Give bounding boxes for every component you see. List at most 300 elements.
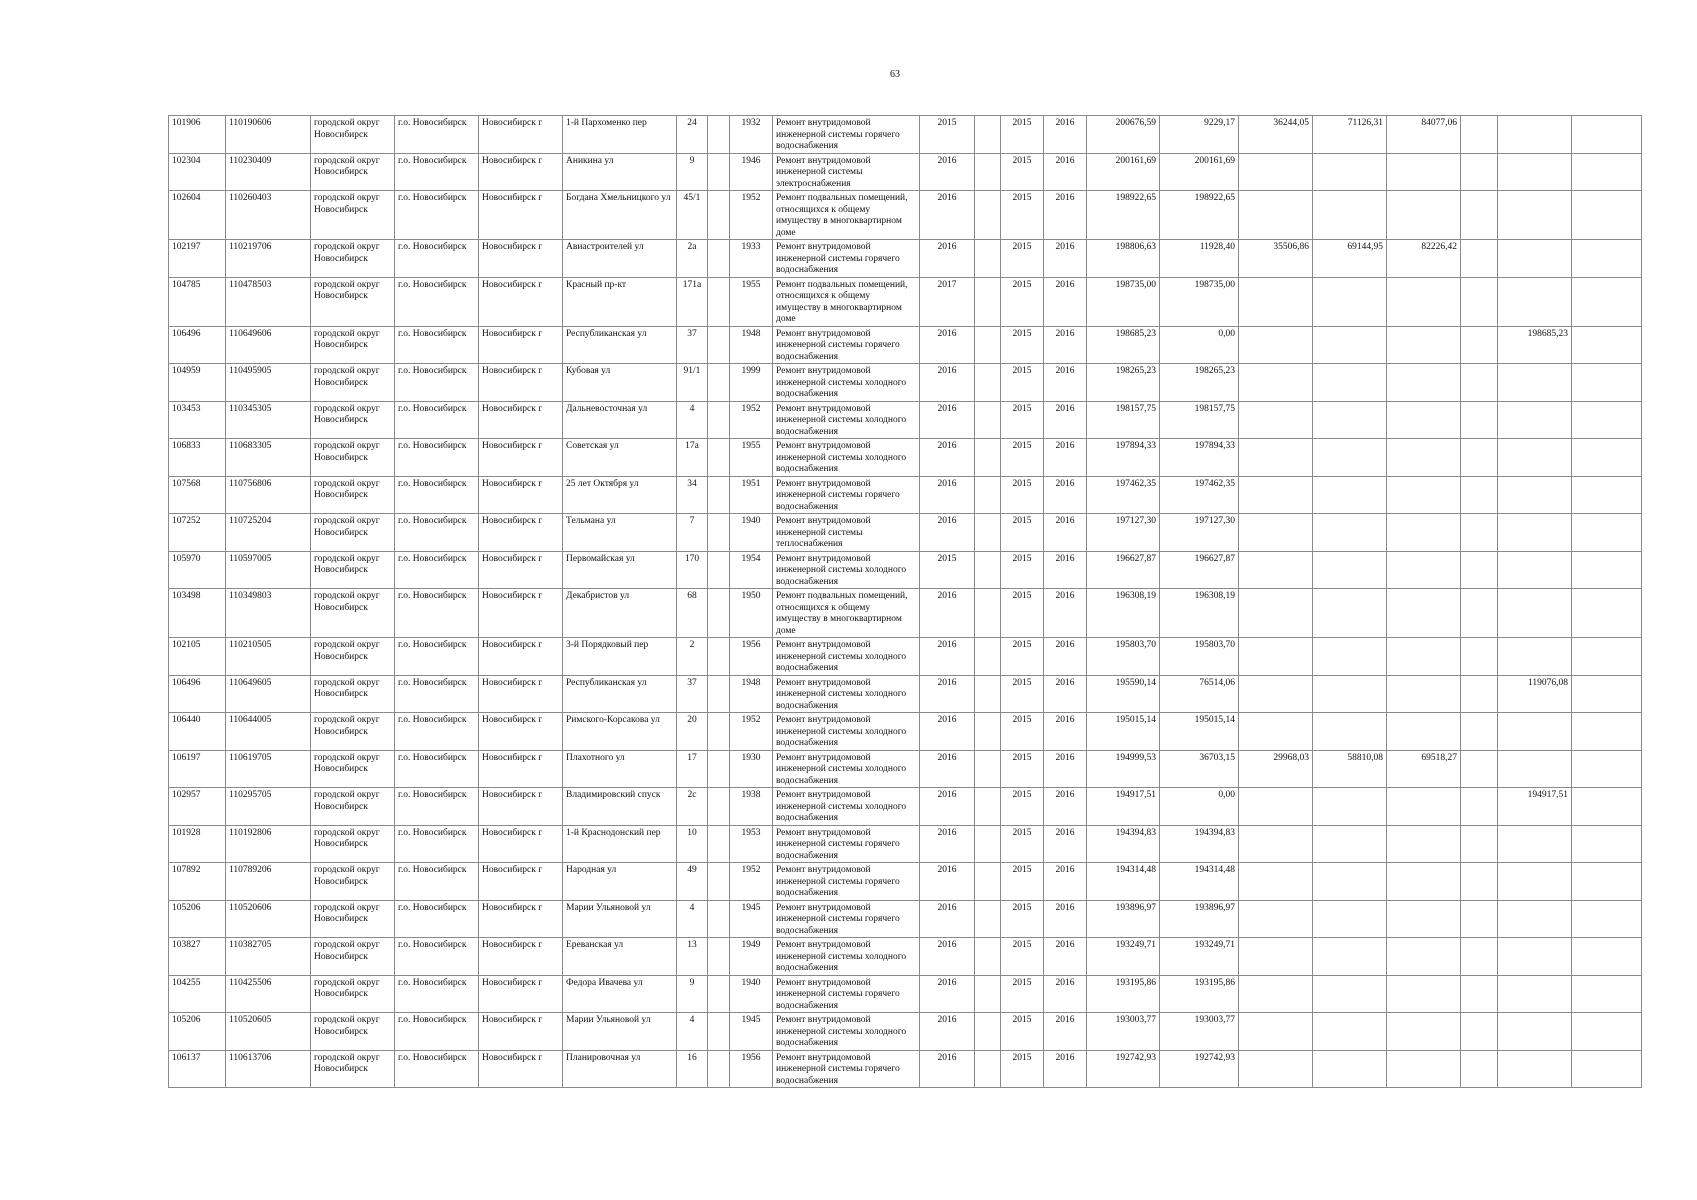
cell-urban-district: г.о. Новосибирск	[395, 713, 479, 751]
cell-empty	[1572, 326, 1642, 364]
cell-house-id: 102957	[169, 788, 226, 826]
cell-city: Новосибирск г	[479, 713, 563, 751]
cell-federal-amount	[1239, 551, 1313, 589]
cell-empty	[708, 900, 730, 938]
cell-total-cost: 198922,65	[1087, 191, 1160, 240]
cell-urban-district: г.о. Новосибирск	[395, 240, 479, 278]
cell-plan-year: 2016	[920, 825, 975, 863]
cell-city: Новосибирск г	[479, 240, 563, 278]
table-row	[169, 551, 1642, 589]
cell-fund-amount: 198922,65	[1160, 191, 1239, 240]
cell-empty	[1572, 364, 1642, 402]
cell-year-from: 2015	[1001, 788, 1044, 826]
cell-house-id: 107892	[169, 863, 226, 901]
cell-city: Новосибирск г	[479, 900, 563, 938]
cell-street: Плахотного ул	[563, 750, 677, 788]
table-row	[169, 788, 1642, 826]
cell-empty	[975, 825, 1001, 863]
cell-street: Планировочная ул	[563, 1050, 677, 1088]
cell-empty	[975, 240, 1001, 278]
cell-regional-amount	[1313, 938, 1387, 976]
cell-year-built: 1952	[730, 863, 773, 901]
cell-work-type: Ремонт внутридомовой инженерной системы горячего водоснабжения	[773, 240, 920, 278]
table-row	[169, 326, 1642, 364]
cell-work-code: 110345305	[226, 401, 311, 439]
cell-year-to: 2016	[1044, 439, 1087, 477]
cell-year-built: 1952	[730, 401, 773, 439]
cell-empty	[1461, 589, 1498, 638]
cell-house-number: 68	[677, 589, 708, 638]
cell-total-cost: 194917,51	[1087, 788, 1160, 826]
cell-empty	[1461, 153, 1498, 191]
cell-owners-amount	[1498, 476, 1572, 514]
cell-empty	[708, 551, 730, 589]
cell-empty	[975, 975, 1001, 1013]
cell-municipality: городской округ Новосибирск	[311, 938, 395, 976]
cell-work-code: 110495905	[226, 364, 311, 402]
cell-year-to: 2016	[1044, 476, 1087, 514]
cell-year-from: 2015	[1001, 439, 1044, 477]
cell-empty	[1572, 153, 1642, 191]
cell-empty	[975, 191, 1001, 240]
cell-empty	[1461, 638, 1498, 676]
cell-house-id: 102197	[169, 240, 226, 278]
cell-municipality: городской округ Новосибирск	[311, 551, 395, 589]
cell-empty	[1572, 900, 1642, 938]
cell-house-id: 105970	[169, 551, 226, 589]
cell-empty	[1461, 326, 1498, 364]
cell-empty	[708, 938, 730, 976]
cell-empty	[1572, 589, 1642, 638]
cell-total-cost: 196308,19	[1087, 589, 1160, 638]
cell-regional-amount: 58810,08	[1313, 750, 1387, 788]
cell-work-type: Ремонт подвальных помещений, относящихся к общему имуществу в многоквартирном доме	[773, 277, 920, 326]
table-row	[169, 975, 1642, 1013]
cell-house-number: 49	[677, 863, 708, 901]
cell-fund-amount: 200161,69	[1160, 153, 1239, 191]
cell-plan-year: 2016	[920, 1050, 975, 1088]
cell-empty	[1461, 1050, 1498, 1088]
cell-empty	[708, 1050, 730, 1088]
cell-house-number: 9	[677, 153, 708, 191]
cell-year-to: 2016	[1044, 514, 1087, 552]
table-row	[169, 713, 1642, 751]
cell-federal-amount	[1239, 788, 1313, 826]
cell-total-cost: 195590,14	[1087, 675, 1160, 713]
cell-municipality: городской округ Новосибирск	[311, 514, 395, 552]
cell-house-id: 107568	[169, 476, 226, 514]
cell-total-cost: 192742,93	[1087, 1050, 1160, 1088]
cell-plan-year: 2016	[920, 1013, 975, 1051]
cell-street: Республиканская ул	[563, 326, 677, 364]
cell-year-built: 1950	[730, 589, 773, 638]
cell-work-code: 110683305	[226, 439, 311, 477]
cell-work-code: 110649605	[226, 675, 311, 713]
cell-urban-district: г.о. Новосибирск	[395, 638, 479, 676]
cell-total-cost: 198806,63	[1087, 240, 1160, 278]
cell-fund-amount: 193896,97	[1160, 900, 1239, 938]
cell-city: Новосибирск г	[479, 326, 563, 364]
cell-year-from: 2015	[1001, 1013, 1044, 1051]
cell-empty	[708, 825, 730, 863]
cell-total-cost: 195015,14	[1087, 713, 1160, 751]
cell-street: Авиастроителей ул	[563, 240, 677, 278]
cell-urban-district: г.о. Новосибирск	[395, 900, 479, 938]
cell-empty	[1461, 401, 1498, 439]
cell-house-id: 103453	[169, 401, 226, 439]
cell-empty	[1572, 975, 1642, 1013]
cell-total-cost: 195803,70	[1087, 638, 1160, 676]
cell-year-from: 2015	[1001, 938, 1044, 976]
cell-year-to: 2016	[1044, 153, 1087, 191]
cell-house-id: 103498	[169, 589, 226, 638]
cell-urban-district: г.о. Новосибирск	[395, 439, 479, 477]
cell-city: Новосибирск г	[479, 476, 563, 514]
cell-year-built: 1954	[730, 551, 773, 589]
cell-owners-amount	[1498, 900, 1572, 938]
cell-city: Новосибирск г	[479, 191, 563, 240]
cell-local-amount	[1387, 277, 1461, 326]
cell-city: Новосибирск г	[479, 675, 563, 713]
cell-fund-amount: 198735,00	[1160, 277, 1239, 326]
cell-plan-year: 2016	[920, 975, 975, 1013]
cell-empty	[1461, 364, 1498, 402]
cell-year-to: 2016	[1044, 750, 1087, 788]
cell-year-from: 2015	[1001, 401, 1044, 439]
cell-year-to: 2016	[1044, 900, 1087, 938]
cell-year-built: 1955	[730, 277, 773, 326]
cell-street: Дальневосточная ул	[563, 401, 677, 439]
cell-city: Новосибирск г	[479, 1013, 563, 1051]
cell-year-built: 1933	[730, 240, 773, 278]
cell-empty	[975, 277, 1001, 326]
cell-urban-district: г.о. Новосибирск	[395, 675, 479, 713]
cell-urban-district: г.о. Новосибирск	[395, 364, 479, 402]
cell-municipality: городской округ Новосибирск	[311, 638, 395, 676]
cell-plan-year: 2016	[920, 326, 975, 364]
register-table	[168, 115, 1642, 1088]
cell-empty	[975, 638, 1001, 676]
cell-street: Народная ул	[563, 863, 677, 901]
cell-federal-amount	[1239, 900, 1313, 938]
cell-owners-amount	[1498, 514, 1572, 552]
cell-work-type: Ремонт внутридомовой инженерной системы холодного водоснабжения	[773, 401, 920, 439]
cell-work-code: 110619705	[226, 750, 311, 788]
table-row	[169, 900, 1642, 938]
table-row	[169, 589, 1642, 638]
cell-house-number: 7	[677, 514, 708, 552]
cell-house-id: 106496	[169, 326, 226, 364]
cell-empty	[1461, 116, 1498, 154]
cell-city: Новосибирск г	[479, 153, 563, 191]
cell-urban-district: г.о. Новосибирск	[395, 938, 479, 976]
cell-fund-amount: 193195,86	[1160, 975, 1239, 1013]
cell-work-type: Ремонт внутридомовой инженерной системы электроснабжения	[773, 153, 920, 191]
cell-plan-year: 2016	[920, 675, 975, 713]
cell-empty	[708, 476, 730, 514]
cell-local-amount	[1387, 364, 1461, 402]
cell-empty	[1572, 240, 1642, 278]
cell-house-id: 104785	[169, 277, 226, 326]
cell-year-built: 1940	[730, 975, 773, 1013]
cell-local-amount: 69518,27	[1387, 750, 1461, 788]
cell-empty	[708, 638, 730, 676]
cell-regional-amount	[1313, 825, 1387, 863]
table-row	[169, 638, 1642, 676]
cell-empty	[1572, 1050, 1642, 1088]
cell-year-to: 2016	[1044, 551, 1087, 589]
cell-federal-amount	[1239, 675, 1313, 713]
cell-urban-district: г.о. Новосибирск	[395, 514, 479, 552]
cell-work-type: Ремонт внутридомовой инженерной системы горячего водоснабжения	[773, 326, 920, 364]
cell-urban-district: г.о. Новосибирск	[395, 326, 479, 364]
cell-street: Федора Ивачева ул	[563, 975, 677, 1013]
cell-work-code: 110295705	[226, 788, 311, 826]
cell-street: Кубовая ул	[563, 364, 677, 402]
cell-house-number: 2	[677, 638, 708, 676]
cell-regional-amount: 71126,31	[1313, 116, 1387, 154]
cell-empty	[708, 750, 730, 788]
cell-year-built: 1938	[730, 788, 773, 826]
cell-owners-amount	[1498, 1050, 1572, 1088]
cell-total-cost: 193195,86	[1087, 975, 1160, 1013]
cell-empty	[1572, 750, 1642, 788]
cell-empty	[708, 863, 730, 901]
cell-empty	[975, 589, 1001, 638]
cell-empty	[975, 326, 1001, 364]
cell-municipality: городской округ Новосибирск	[311, 326, 395, 364]
cell-empty	[1572, 1013, 1642, 1051]
cell-street: 1-й Краснодонский пер	[563, 825, 677, 863]
cell-house-number: 91/1	[677, 364, 708, 402]
cell-municipality: городской округ Новосибирск	[311, 713, 395, 751]
table-row	[169, 277, 1642, 326]
cell-local-amount	[1387, 938, 1461, 976]
cell-year-to: 2016	[1044, 240, 1087, 278]
cell-owners-amount	[1498, 401, 1572, 439]
cell-work-type: Ремонт внутридомовой инженерной системы горячего водоснабжения	[773, 975, 920, 1013]
cell-year-to: 2016	[1044, 713, 1087, 751]
cell-street: Римского-Корсакова ул	[563, 713, 677, 751]
cell-total-cost: 198735,00	[1087, 277, 1160, 326]
cell-work-type: Ремонт внутридомовой инженерной системы холодного водоснабжения	[773, 638, 920, 676]
cell-house-id: 106440	[169, 713, 226, 751]
cell-plan-year: 2016	[920, 364, 975, 402]
cell-fund-amount: 193003,77	[1160, 1013, 1239, 1051]
cell-federal-amount: 29968,03	[1239, 750, 1313, 788]
cell-house-number: 4	[677, 401, 708, 439]
cell-federal-amount	[1239, 1013, 1313, 1051]
cell-local-amount: 84077,06	[1387, 116, 1461, 154]
register-table-body	[169, 116, 1642, 1088]
cell-street: Аникина ул	[563, 153, 677, 191]
cell-regional-amount: 69144,95	[1313, 240, 1387, 278]
cell-total-cost: 200676,59	[1087, 116, 1160, 154]
cell-fund-amount: 197894,33	[1160, 439, 1239, 477]
cell-house-number: 2а	[677, 240, 708, 278]
cell-work-code: 110644005	[226, 713, 311, 751]
cell-work-code: 110597005	[226, 551, 311, 589]
cell-work-type: Ремонт внутридомовой инженерной системы горячего водоснабжения	[773, 900, 920, 938]
cell-empty	[708, 675, 730, 713]
cell-local-amount	[1387, 551, 1461, 589]
cell-house-id: 105206	[169, 1013, 226, 1051]
cell-empty	[1461, 551, 1498, 589]
cell-empty	[1461, 825, 1498, 863]
cell-empty	[975, 863, 1001, 901]
cell-empty	[975, 750, 1001, 788]
cell-street: Декабристов ул	[563, 589, 677, 638]
cell-work-type: Ремонт внутридомовой инженерной системы холодного водоснабжения	[773, 1013, 920, 1051]
cell-city: Новосибирск г	[479, 863, 563, 901]
cell-plan-year: 2016	[920, 938, 975, 976]
cell-year-from: 2015	[1001, 1050, 1044, 1088]
cell-street: Тельмана ул	[563, 514, 677, 552]
cell-regional-amount	[1313, 439, 1387, 477]
cell-work-code: 110613706	[226, 1050, 311, 1088]
cell-city: Новосибирск г	[479, 364, 563, 402]
cell-work-code: 110349803	[226, 589, 311, 638]
cell-fund-amount: 0,00	[1160, 326, 1239, 364]
cell-work-type: Ремонт внутридомовой инженерной системы холодного водоснабжения	[773, 713, 920, 751]
cell-owners-amount	[1498, 750, 1572, 788]
cell-year-from: 2015	[1001, 750, 1044, 788]
cell-house-number: 13	[677, 938, 708, 976]
cell-local-amount	[1387, 825, 1461, 863]
cell-municipality: городской округ Новосибирск	[311, 439, 395, 477]
cell-city: Новосибирск г	[479, 551, 563, 589]
cell-federal-amount	[1239, 1050, 1313, 1088]
cell-municipality: городской округ Новосибирск	[311, 1050, 395, 1088]
cell-municipality: городской округ Новосибирск	[311, 1013, 395, 1051]
cell-total-cost: 193896,97	[1087, 900, 1160, 938]
cell-city: Новосибирск г	[479, 975, 563, 1013]
table-row	[169, 750, 1642, 788]
cell-local-amount	[1387, 476, 1461, 514]
cell-work-code: 110649606	[226, 326, 311, 364]
cell-plan-year: 2016	[920, 788, 975, 826]
cell-house-id: 101928	[169, 825, 226, 863]
cell-year-to: 2016	[1044, 863, 1087, 901]
cell-regional-amount	[1313, 514, 1387, 552]
cell-year-to: 2016	[1044, 675, 1087, 713]
cell-regional-amount	[1313, 191, 1387, 240]
cell-work-code: 110192806	[226, 825, 311, 863]
cell-municipality: городской округ Новосибирск	[311, 401, 395, 439]
cell-urban-district: г.о. Новосибирск	[395, 401, 479, 439]
cell-regional-amount	[1313, 788, 1387, 826]
cell-fund-amount: 36703,15	[1160, 750, 1239, 788]
cell-owners-amount	[1498, 364, 1572, 402]
cell-regional-amount	[1313, 638, 1387, 676]
cell-municipality: городской округ Новосибирск	[311, 364, 395, 402]
cell-owners-amount	[1498, 975, 1572, 1013]
cell-fund-amount: 9229,17	[1160, 116, 1239, 154]
cell-plan-year: 2016	[920, 191, 975, 240]
cell-street: 25 лет Октября ул	[563, 476, 677, 514]
cell-year-from: 2015	[1001, 153, 1044, 191]
cell-year-to: 2016	[1044, 788, 1087, 826]
cell-year-to: 2016	[1044, 825, 1087, 863]
cell-year-to: 2016	[1044, 277, 1087, 326]
cell-federal-amount	[1239, 364, 1313, 402]
cell-work-code: 110789206	[226, 863, 311, 901]
cell-house-id: 102105	[169, 638, 226, 676]
cell-fund-amount: 195803,70	[1160, 638, 1239, 676]
cell-municipality: городской округ Новосибирск	[311, 750, 395, 788]
cell-regional-amount	[1313, 326, 1387, 364]
cell-empty	[1572, 825, 1642, 863]
cell-house-id: 107252	[169, 514, 226, 552]
cell-plan-year: 2015	[920, 116, 975, 154]
cell-year-built: 1948	[730, 326, 773, 364]
cell-year-to: 2016	[1044, 326, 1087, 364]
cell-regional-amount	[1313, 863, 1387, 901]
cell-street: Республиканская ул	[563, 675, 677, 713]
cell-year-from: 2015	[1001, 514, 1044, 552]
cell-street: Советская ул	[563, 439, 677, 477]
cell-municipality: городской округ Новосибирск	[311, 476, 395, 514]
cell-owners-amount	[1498, 439, 1572, 477]
cell-house-id: 101906	[169, 116, 226, 154]
cell-year-from: 2015	[1001, 191, 1044, 240]
cell-house-id: 106496	[169, 675, 226, 713]
cell-street: Владимировский спуск	[563, 788, 677, 826]
cell-work-code: 110219706	[226, 240, 311, 278]
table-row	[169, 439, 1642, 477]
cell-year-to: 2016	[1044, 116, 1087, 154]
cell-empty	[708, 116, 730, 154]
cell-house-id: 102604	[169, 191, 226, 240]
cell-year-built: 1946	[730, 153, 773, 191]
cell-year-built: 1932	[730, 116, 773, 154]
cell-plan-year: 2016	[920, 863, 975, 901]
cell-plan-year: 2016	[920, 638, 975, 676]
cell-empty	[1461, 191, 1498, 240]
cell-work-type: Ремонт внутридомовой инженерной системы холодного водоснабжения	[773, 750, 920, 788]
cell-fund-amount: 194314,48	[1160, 863, 1239, 901]
table-row	[169, 1050, 1642, 1088]
cell-house-id: 106833	[169, 439, 226, 477]
cell-empty	[975, 900, 1001, 938]
cell-federal-amount	[1239, 638, 1313, 676]
cell-empty	[1572, 713, 1642, 751]
cell-city: Новосибирск г	[479, 589, 563, 638]
cell-empty	[975, 364, 1001, 402]
cell-federal-amount	[1239, 191, 1313, 240]
table-row	[169, 675, 1642, 713]
cell-house-number: 4	[677, 900, 708, 938]
cell-empty	[1461, 750, 1498, 788]
table-row	[169, 863, 1642, 901]
cell-empty	[1572, 675, 1642, 713]
cell-urban-district: г.о. Новосибирск	[395, 863, 479, 901]
cell-fund-amount: 198157,75	[1160, 401, 1239, 439]
cell-work-code: 110230409	[226, 153, 311, 191]
cell-house-number: 10	[677, 825, 708, 863]
cell-fund-amount: 0,00	[1160, 788, 1239, 826]
cell-plan-year: 2016	[920, 476, 975, 514]
cell-empty	[708, 240, 730, 278]
cell-urban-district: г.о. Новосибирск	[395, 1013, 479, 1051]
cell-urban-district: г.о. Новосибирск	[395, 1050, 479, 1088]
cell-total-cost: 198265,23	[1087, 364, 1160, 402]
cell-house-number: 4	[677, 1013, 708, 1051]
cell-municipality: городской округ Новосибирск	[311, 153, 395, 191]
cell-fund-amount: 197462,35	[1160, 476, 1239, 514]
cell-work-code: 110478503	[226, 277, 311, 326]
cell-year-from: 2015	[1001, 975, 1044, 1013]
